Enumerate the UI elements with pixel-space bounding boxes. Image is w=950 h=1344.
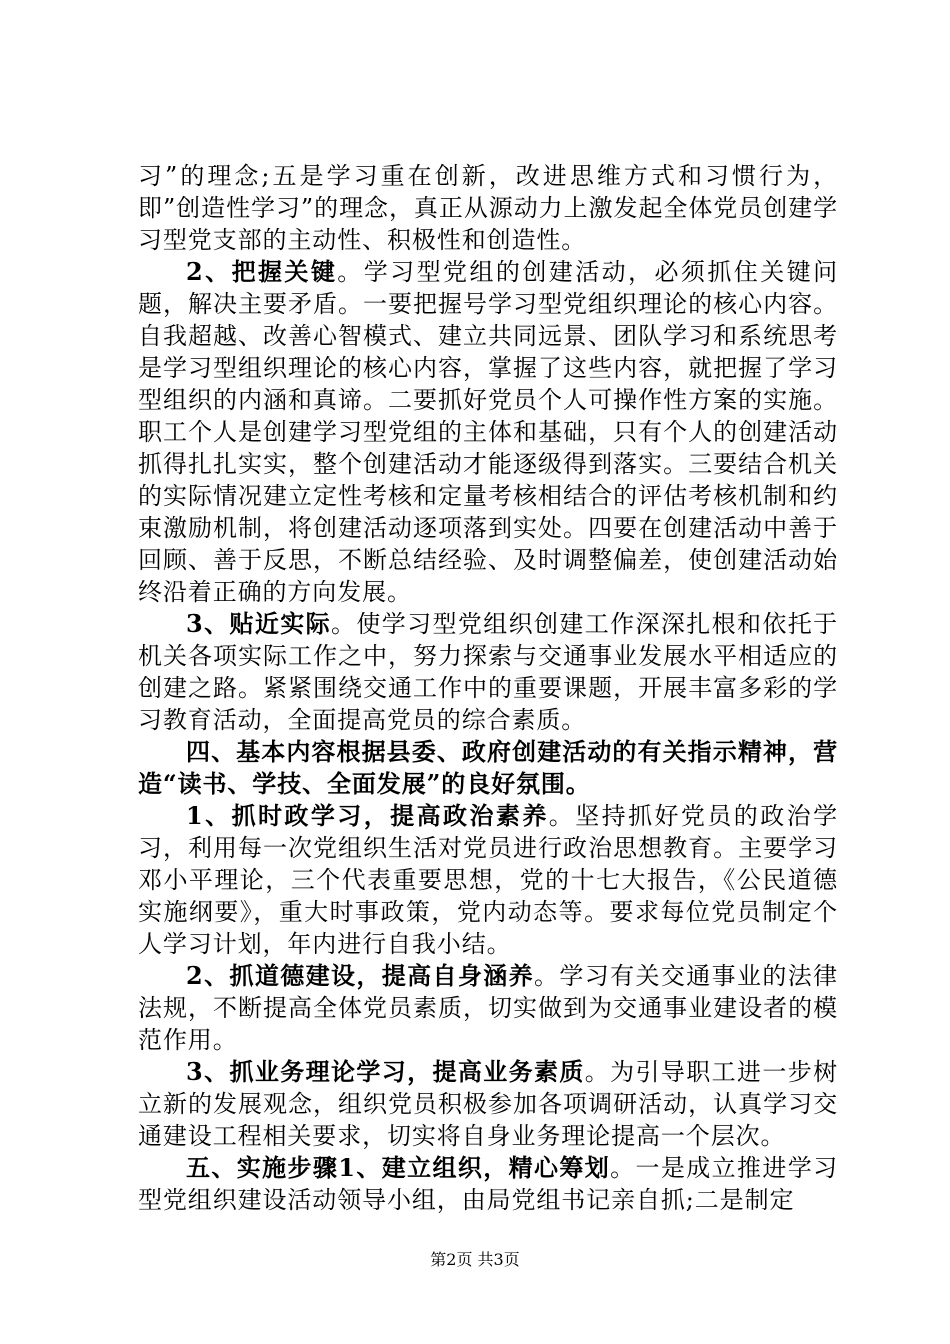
paragraph-continuation: [138, 160, 838, 256]
paragraph-text: 。为引导职工进一步树立新的发展观念，组织党员积极参加各项调研活动，认真学习交通建设工程相关要求，切实将自身业务理论提高一个层次。: [138, 1058, 838, 1150]
document-body: [138, 160, 838, 1216]
paragraph-text: 习”的理念;五是学习重在创新，改进思维方式和习惯行为，即”创造性学习”的理念，真正从源动力上激发起全体党员创建学习型党支部的主动性、积极性和创造性。: [138, 162, 838, 254]
paragraph-political-study: [138, 800, 838, 960]
page-number-footer: 第2页 共3页: [430, 1250, 520, 1269]
paragraph-lead: 1、抓时政学习，提高政治素养: [186, 801, 549, 830]
paragraph-text: 。坚持抓好党员的政治学习，利用每一次党组织生活对党员进行政治思想教育。主要学习邓小平理论，三个代表重要思想，党的十七大报告，《公民道德实施纲要》，重大时事政策，党内动态等。要求每位党员制定个人学习计划，年内进行自我小结。: [138, 802, 838, 958]
paragraph-lead: 五、实施步骤1、建立组织，精心筹划: [186, 1153, 611, 1182]
paragraph-close-to-reality: [138, 608, 838, 736]
paragraph-text: 。学习有关交通事业的法律法规，不断提高全体党员素质，切实做到为交通事业建设者的模范作用。: [138, 962, 838, 1054]
paragraph-grasp-key: [138, 256, 838, 608]
paragraph-lead: 3、抓业务理论学习，提高业务素质: [186, 1057, 585, 1086]
paragraph-text: 。使学习型党组织创建工作深深扎根和依托于机关各项实际工作之中，努力探索与交通事业发展水平相适应的创建之路。紧紧围绕交通工作中的重要课题，开展丰富多彩的学习教育活动，全面提高党员的综合素质。: [138, 610, 838, 734]
paragraph-implementation-steps: [138, 1152, 838, 1216]
paragraph-lead: 2、抓道德建设，提高自身涵养: [186, 961, 534, 990]
paragraph-lead: 3、贴近实际: [186, 609, 331, 638]
paragraph-moral-building: [138, 960, 838, 1056]
section-heading-text: 四、基本内容根据县委、政府创建活动的有关指示精神，营造“读书、学技、全面发展”的良好氛围。: [138, 737, 838, 798]
paragraph-lead: 2、把握关键: [186, 257, 338, 286]
paragraph-text: 。学习型党组的创建活动，必须抓住关键问题，解决主要矛盾。一要把握号学习型党组织理论的核心内容。自我超越、改善心智模式、建立共同远景、团队学习和系统思考是学习型组织理论的核心内容，掌握了这些内容，就把握了学习型组织的内涵和真谛。二要抓好党员个人可操作性方案的实施。职工个人是创建学习型党组的主体和基础，只有个人的创建活动抓得扎扎实实，整个创建活动才能逐级得到落实。三要结合机关的实际情况建立定性考核和定量考核相结合的评估考核机制和约束激励机制，将创建活动逐项落到实处。四要在创建活动中善于回顾、善于反思，不断总结经验、及时调整偏差，使创建活动始终沿着正确的方向发展。: [138, 258, 838, 606]
paragraph-business-study: [138, 1056, 838, 1152]
section-heading-basic-content: [138, 736, 838, 800]
paragraph-text: 。一是成立推进学习型党组织建设活动领导小组，由局党组书记亲自抓;二是制定: [138, 1154, 838, 1214]
